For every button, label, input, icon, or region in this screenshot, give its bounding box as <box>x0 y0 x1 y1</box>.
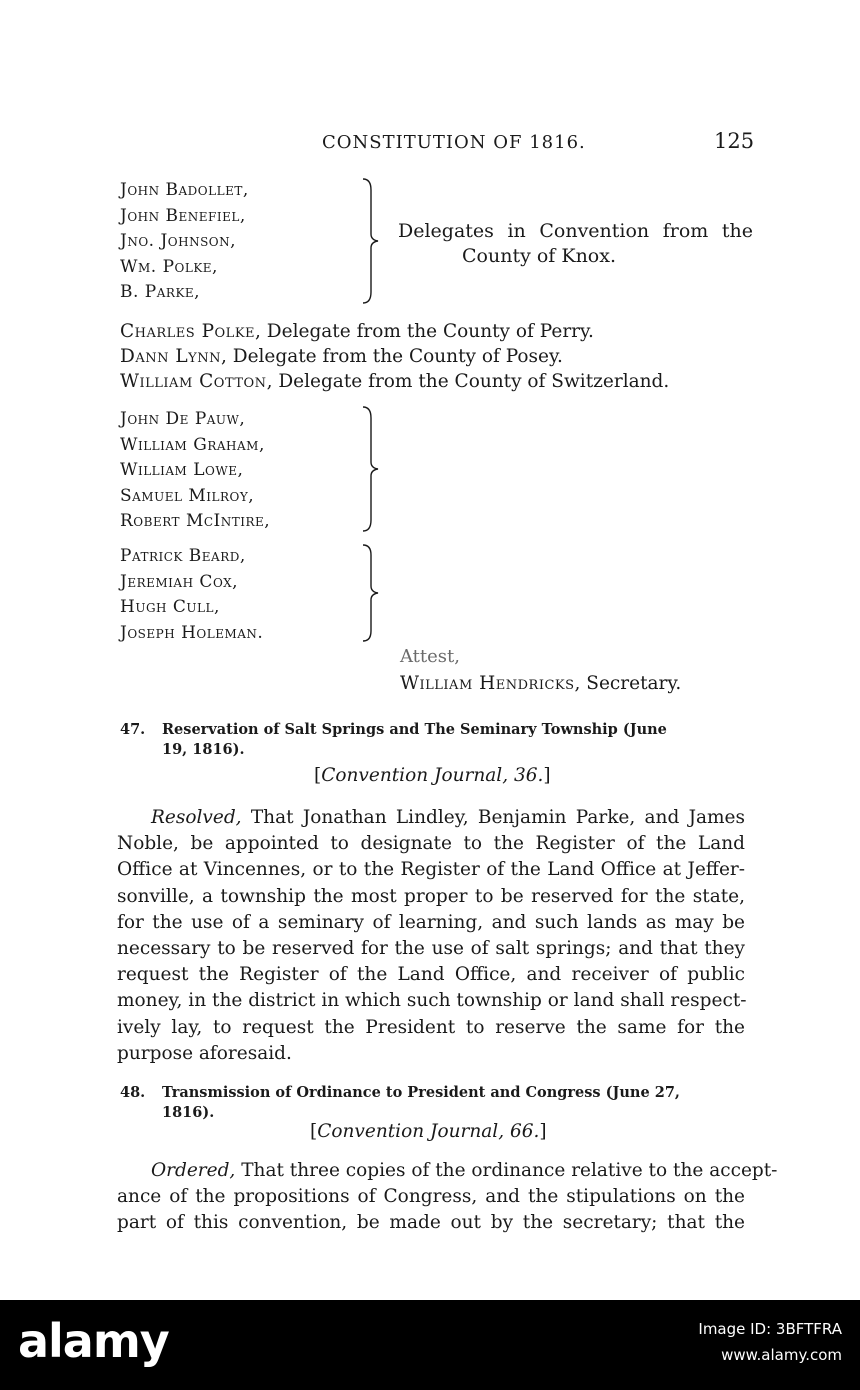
site-url: www.alamy.com <box>721 1346 842 1364</box>
knox-note-line2: County of Knox. <box>462 245 616 267</box>
delegate-name: Hugh Cull, <box>120 597 220 617</box>
delegate-line <box>120 371 669 392</box>
delegate-county: , Delegate from the County of Posey. <box>220 346 563 367</box>
section-title-line1: Transmission of Ordinance to President and Congress (June 27, <box>162 1084 680 1101</box>
delegate-name: William Cotton <box>120 371 267 392</box>
section-title-line2: 1816). <box>162 1104 215 1121</box>
paragraph-line: for the use of a seminary of learning, and such lands as may be <box>117 911 745 933</box>
delegate-line <box>120 346 563 367</box>
paragraph-line: request the Register of the Land Office, and receiver of public <box>117 964 745 986</box>
paragraph-line: Noble, be appointed to designate to the Register of the Land <box>117 833 745 855</box>
paragraph-line: Office at Vincennes, or to the Register of the Land Office at Jeffer- <box>117 859 745 881</box>
knox-county-note <box>398 219 753 269</box>
delegate-name: Robert McIntire, <box>120 511 271 531</box>
secretary-name: William Hendricks <box>400 673 575 694</box>
delegate-county: , Delegate from the County of Perry. <box>255 321 594 342</box>
paragraph-line: necessary to be reserved for the use of salt springs; and that they <box>117 938 745 960</box>
image-id: Image ID: 3BFTFRA <box>698 1320 842 1338</box>
paragraph-line: part of this convention, be made out by the secretary; that the <box>117 1212 745 1234</box>
delegate-name: Jno. Johnson, <box>120 231 237 251</box>
delegate-line <box>120 321 594 342</box>
delegate-name: Charles Polke <box>120 321 256 342</box>
delegate-county: , Delegate from the County of Switzerland. <box>266 371 670 392</box>
delegate-name: Dann Lynn <box>120 346 221 367</box>
attest-label: Attest, <box>400 646 460 667</box>
section-title-line2: 19, 1816). <box>162 741 245 758</box>
delegate-group-list <box>120 407 270 535</box>
page-number: 125 <box>714 129 755 153</box>
resolved-word: Resolved, <box>151 807 242 828</box>
delegate-name: John De Pauw, <box>120 409 246 429</box>
delegate-name: William Lowe, <box>120 460 244 480</box>
delegate-name: Samuel Milroy, <box>120 485 255 506</box>
delegate-name: John Benefiel, <box>120 205 246 226</box>
ordered-word: Ordered, <box>151 1160 236 1181</box>
delegate-name: Jeremiah Cox, <box>120 571 239 592</box>
delegate-name: William Graham, <box>120 434 265 455</box>
delegate-name: Patrick Beard, <box>120 546 246 566</box>
right-brace-icon <box>360 404 382 534</box>
paragraph-line: Ordered, That three copies of the ordinance relative to the accept- <box>151 1160 778 1181</box>
section-title-line1: Reservation of Salt Springs and The Seminary Township (June <box>162 721 667 738</box>
right-brace-icon <box>360 176 382 306</box>
knox-note-line1: Delegates in Convention from the <box>398 220 753 242</box>
section-48-source: [Convention Journal, 66.] <box>310 1121 547 1142</box>
section-48-heading <box>120 1083 750 1123</box>
section-number: 48. <box>120 1084 146 1101</box>
delegate-name: Wm. Polke, <box>120 256 218 277</box>
section-47-heading <box>120 720 750 760</box>
paragraph-line: Resolved, That Jonathan Lindley, Benjamin Parke, and James <box>151 807 745 828</box>
paragraph-line: sonville, a township the most proper to be reserved for the state, <box>117 885 745 907</box>
delegate-name: Joseph Holeman. <box>120 622 264 643</box>
delegate-name: John Badollet, <box>120 180 249 200</box>
knox-delegate-list <box>120 178 249 306</box>
delegate-name: B. Parke, <box>120 282 201 302</box>
secretary-signature <box>400 673 681 694</box>
paragraph-line: ively lay, to request the President to reserve the same for the <box>117 1016 745 1038</box>
section-47-source: [Convention Journal, 36.] <box>314 765 551 786</box>
section-48-paragraph <box>117 1158 778 1237</box>
section-47-paragraph <box>117 805 745 1067</box>
stock-photo-footer <box>0 1300 860 1390</box>
secretary-title: , Secretary. <box>574 673 682 694</box>
alamy-logo: alamy <box>18 1314 169 1368</box>
paragraph-line: ance of the propositions of Congress, and the stipulations on the <box>117 1186 745 1208</box>
section-number: 47. <box>120 721 146 738</box>
running-title: CONSTITUTION OF 1816. <box>322 132 586 153</box>
source-citation: Convention Journal, 36. <box>321 765 544 786</box>
right-brace-icon <box>360 542 382 644</box>
paragraph-line: purpose aforesaid. <box>117 1042 292 1064</box>
source-citation: Convention Journal, 66. <box>317 1121 540 1142</box>
delegate-group-list <box>120 544 263 646</box>
paragraph-line: money, in the district in which such township or land shall respect- <box>117 990 747 1012</box>
